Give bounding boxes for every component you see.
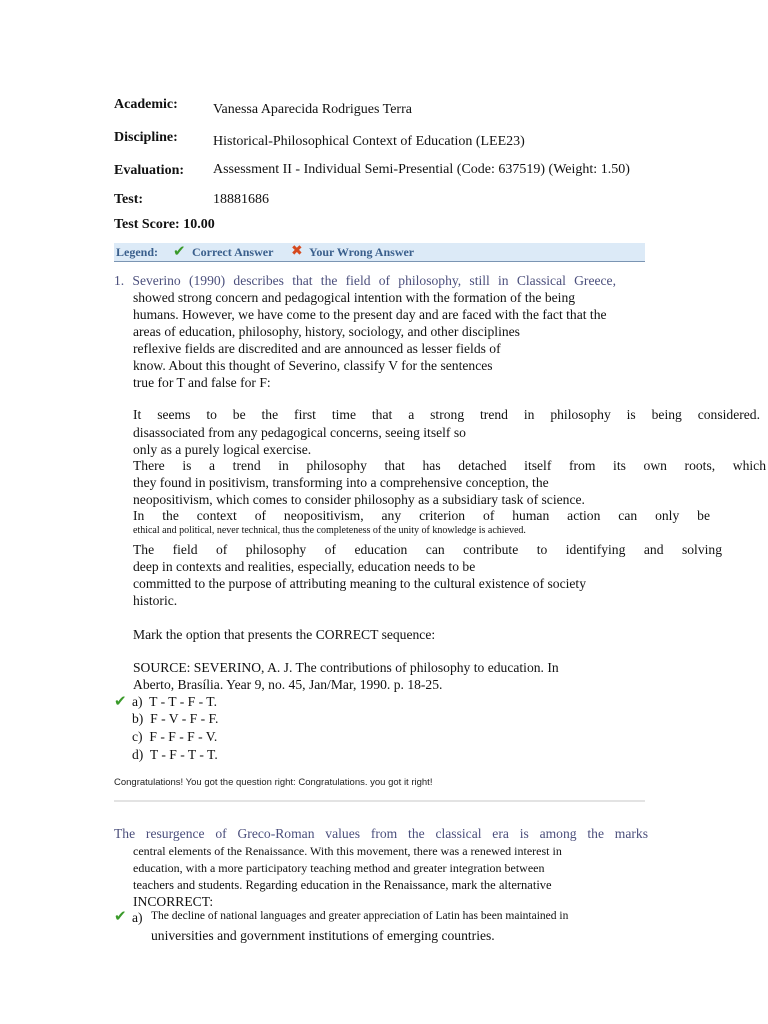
question1-line: humans. However, we have come to the present day and are faced with the fact that the (133, 307, 607, 322)
question2-option-a-text: The decline of national languages and greater appreciation of Latin has been maintained in (151, 910, 569, 922)
statement-line: neopositivism, which comes to consider philosophy as a subsidiary task of science. (133, 492, 585, 507)
statement-line: It seems to be the first time that a strong trend in philosophy is being considered. (133, 407, 760, 422)
question1-line: know. About this thought of Severino, classify V for the sentences (133, 358, 493, 373)
option-b[interactable] (132, 711, 218, 727)
statement-line: The field of philosophy of education can contribute to identifying and solving (133, 542, 722, 557)
question1-line: showed strong concern and pedagogical intention with the formation of the being (133, 290, 576, 305)
discipline-value: Historical-Philosophical Context of Education (LEE23) (213, 134, 525, 149)
option-letter: a) (132, 910, 143, 925)
option-text: F - F - F - V. (149, 729, 218, 744)
test-score: Test Score: 10.00 (114, 217, 215, 232)
question2-option-a-text: universities and government institutions of emerging countries. (151, 928, 495, 943)
academic-value: Vanessa Aparecida Rodrigues Terra (213, 102, 412, 117)
evaluation-value: Assessment II - Individual Semi-Presential (Code: 637519) (Weight: 1.50) (213, 162, 630, 177)
statement-line: In the context of neopositivism, any criterion of human action can only be (133, 508, 710, 523)
discipline-label: Discipline: (114, 130, 178, 145)
correct-answer-check-icon: ✔ (114, 692, 127, 710)
option-text: T - F - T - T. (149, 747, 218, 762)
statement-line: they found in positivism, transforming into a comprehensive conception, the (133, 475, 549, 490)
check-icon: ✔ (173, 242, 186, 260)
legend-wrong-answer: Your Wrong Answer (309, 245, 415, 259)
statement-line-small: ethical and political, never technical, thus the completeness of the unity of knowledge is achieved. (133, 525, 526, 536)
academic-label: Academic: (114, 97, 178, 112)
question1-line: areas of education, philosophy, history, sociology, and other disciplines (133, 324, 520, 339)
statement-line: only as a purely logical exercise. (133, 442, 312, 457)
option-d[interactable] (132, 747, 218, 763)
option-a[interactable] (132, 694, 217, 710)
option-letter: d) (132, 747, 144, 762)
correct-answer-check-icon: ✔ (114, 907, 127, 925)
question2-line: INCORRECT: (133, 894, 214, 909)
source-line: SOURCE: SEVERINO, A. J. The contributions of philosophy to education. In (133, 660, 559, 675)
evaluation-label: Evaluation: (114, 163, 185, 178)
divider (114, 800, 645, 802)
feedback-message: Congratulations! You got the question right: Congratulations. you got it right! (114, 777, 433, 788)
statement-line: historic. (133, 593, 178, 608)
question2-intro-line: The resurgence of Greco-Roman values from the classical era is among the marks (114, 826, 648, 841)
question2-line: central elements of the Renaissance. With this movement, there was a renewed interest in (133, 844, 562, 858)
question1-line: reflexive fields are discredited and are announced as lesser fields of (133, 341, 501, 356)
question2-line: teachers and students. Regarding education in the Renaissance, mark the alternative (133, 878, 552, 892)
option-letter: b) (132, 711, 144, 726)
legend-correct-answer: Correct Answer (192, 245, 274, 259)
test-label: Test: (114, 192, 144, 207)
statement-line: There is a trend in philosophy that has detached itself from its own roots, which (133, 458, 766, 473)
option-text: T - T - F - T. (149, 694, 217, 709)
statement-line: committed to the purpose of attributing meaning to the cultural existence of society (133, 576, 587, 591)
statement-line: deep in contexts and realities, especially, education needs to be (133, 559, 476, 574)
question1-intro-line: 1. Severino (1990) describes that the field of philosophy, still in Classical Greece, (114, 273, 616, 288)
option-letter: a) (132, 694, 143, 709)
question1-prompt: Mark the option that presents the CORRECT sequence: (133, 627, 436, 642)
question2-line: education, with a more participatory teaching method and greater integration between (133, 861, 545, 875)
source-line: Aberto, Brasília. Year 9, no. 45, Jan/Mar, 1990. p. 18-25. (133, 677, 443, 692)
question2-option-a[interactable] (132, 910, 143, 926)
option-c[interactable] (132, 729, 217, 745)
test-value: 18881686 (213, 192, 269, 207)
option-letter: c) (132, 729, 143, 744)
x-icon: ✖ (291, 243, 303, 259)
statement-line: disassociated from any pedagogical concerns, seeing itself so (133, 425, 466, 440)
legend-label: Legend: (116, 245, 158, 259)
question1-line: true for T and false for F: (133, 375, 271, 390)
option-text: F - V - F - F. (150, 711, 219, 726)
